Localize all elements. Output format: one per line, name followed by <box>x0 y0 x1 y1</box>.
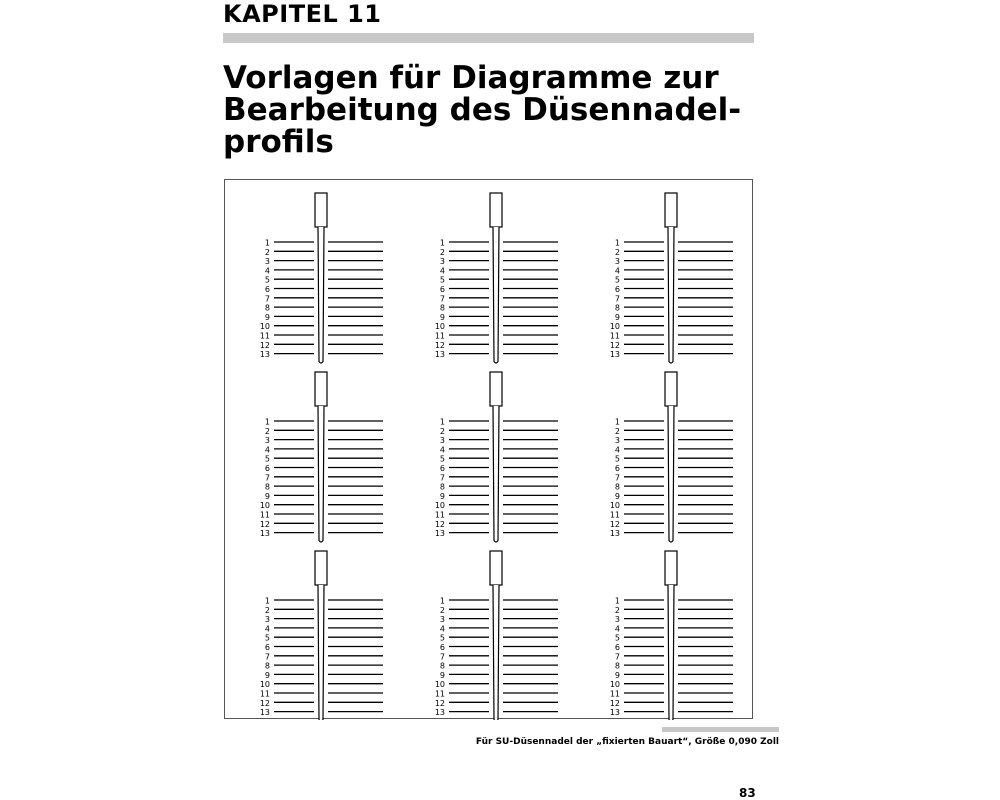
needle-template-7 <box>260 551 383 720</box>
line-label: 13 <box>609 708 620 718</box>
line-label: 4 <box>614 624 620 634</box>
needle-shaft <box>668 227 674 363</box>
line-label: 13 <box>259 529 270 539</box>
needle-head <box>315 193 327 227</box>
needle-shaft <box>318 406 324 542</box>
line-label: 7 <box>614 473 620 483</box>
needle-templates-drawing <box>225 180 754 720</box>
line-label: 2 <box>614 247 620 257</box>
line-label: 12 <box>434 340 445 350</box>
line-label: 12 <box>609 698 620 708</box>
needle-template-3 <box>610 193 733 363</box>
line-label: 5 <box>614 454 620 464</box>
needle-head <box>490 193 502 227</box>
line-label: 8 <box>439 661 445 671</box>
line-label: 10 <box>434 680 445 690</box>
line-label: 6 <box>264 285 270 294</box>
line-label: 7 <box>264 473 270 483</box>
line-label: 11 <box>259 331 270 341</box>
page-number: 83 <box>739 786 756 800</box>
line-label: 1 <box>264 238 270 248</box>
line-label: 3 <box>614 257 620 267</box>
line-label: 3 <box>439 257 445 267</box>
line-label: 8 <box>614 482 620 492</box>
line-label: 3 <box>264 257 270 267</box>
needle-shaft <box>493 585 499 720</box>
line-label: 10 <box>434 501 445 511</box>
line-label: 12 <box>609 519 620 529</box>
page-title <box>223 62 783 158</box>
line-label: 5 <box>439 275 445 285</box>
line-label: 12 <box>259 340 270 350</box>
needle-template-9 <box>610 551 733 720</box>
line-label: 9 <box>614 491 620 501</box>
line-label: 8 <box>614 303 620 313</box>
line-label: 4 <box>439 266 445 276</box>
line-label: 6 <box>439 643 445 652</box>
line-label: 13 <box>434 708 445 718</box>
line-label: 5 <box>264 275 270 285</box>
line-label: 1 <box>439 238 445 248</box>
line-label: 13 <box>434 529 445 539</box>
line-label: 11 <box>609 510 620 520</box>
line-label: 11 <box>609 689 620 699</box>
line-label: 12 <box>434 698 445 708</box>
line-label: 5 <box>614 275 620 285</box>
needle-shaft <box>318 585 324 720</box>
line-label: 4 <box>264 445 270 455</box>
line-label: 8 <box>264 303 270 313</box>
line-label: 8 <box>614 661 620 671</box>
line-label: 2 <box>439 247 445 257</box>
line-label: 10 <box>609 501 620 511</box>
needle-head <box>490 372 502 406</box>
needle-head <box>665 193 677 227</box>
line-label: 7 <box>264 294 270 304</box>
needle-template-5 <box>435 372 558 542</box>
line-label: 10 <box>259 680 270 690</box>
needle-template-figure <box>224 179 753 719</box>
line-label: 1 <box>264 596 270 606</box>
title-line-1: Vorlagen für Diagramme zur <box>223 60 719 96</box>
line-label: 7 <box>614 652 620 662</box>
needle-head <box>315 551 327 585</box>
line-label: 1 <box>439 596 445 606</box>
line-label: 7 <box>439 473 445 483</box>
line-label: 10 <box>259 322 270 332</box>
needle-template-1 <box>260 193 383 363</box>
needle-head <box>490 551 502 585</box>
line-label: 12 <box>259 698 270 708</box>
line-label: 12 <box>609 340 620 350</box>
line-label: 6 <box>614 464 620 473</box>
line-label: 11 <box>259 689 270 699</box>
line-label: 12 <box>434 519 445 529</box>
line-label: 2 <box>614 426 620 436</box>
line-label: 8 <box>439 482 445 492</box>
needle-head <box>665 551 677 585</box>
line-label: 3 <box>439 436 445 446</box>
needle-template-6 <box>610 372 733 542</box>
line-label: 9 <box>614 670 620 680</box>
line-label: 4 <box>614 445 620 455</box>
line-label: 4 <box>439 445 445 455</box>
needle-shaft <box>493 227 499 363</box>
line-label: 2 <box>614 605 620 615</box>
line-label: 6 <box>264 464 270 473</box>
line-label: 13 <box>609 350 620 360</box>
line-label: 1 <box>439 417 445 427</box>
line-label: 2 <box>264 605 270 615</box>
chapter-heading: KAPITEL 11 <box>223 0 382 28</box>
line-label: 12 <box>259 519 270 529</box>
line-label: 10 <box>434 322 445 332</box>
line-label: 7 <box>439 294 445 304</box>
line-label: 2 <box>264 247 270 257</box>
line-label: 6 <box>264 643 270 652</box>
needle-shaft <box>668 406 674 542</box>
needle-head <box>315 372 327 406</box>
line-label: 9 <box>614 312 620 322</box>
line-label: 4 <box>614 266 620 276</box>
needle-shaft <box>318 227 324 363</box>
figure-caption: Für SU-Düsennadel der „fixierten Bauart“, Größe 0,090 Zoll <box>475 737 779 747</box>
line-label: 5 <box>439 633 445 643</box>
chapter-divider <box>223 33 754 43</box>
line-label: 11 <box>434 331 445 341</box>
title-line-3: profils <box>223 124 334 160</box>
line-label: 11 <box>434 510 445 520</box>
needle-shaft <box>493 406 499 542</box>
line-label: 9 <box>439 491 445 501</box>
line-label: 7 <box>439 652 445 662</box>
line-label: 13 <box>609 529 620 539</box>
line-label: 5 <box>264 633 270 643</box>
line-label: 7 <box>264 652 270 662</box>
line-label: 1 <box>614 238 620 248</box>
line-label: 11 <box>259 510 270 520</box>
line-label: 3 <box>439 615 445 625</box>
line-label: 13 <box>259 350 270 360</box>
line-label: 4 <box>264 266 270 276</box>
caption-divider <box>662 727 779 732</box>
line-label: 11 <box>434 689 445 699</box>
line-label: 8 <box>264 661 270 671</box>
line-label: 11 <box>609 331 620 341</box>
line-label: 2 <box>439 605 445 615</box>
line-label: 9 <box>439 670 445 680</box>
line-label: 3 <box>264 615 270 625</box>
line-label: 9 <box>264 312 270 322</box>
line-label: 4 <box>264 624 270 634</box>
line-label: 5 <box>439 454 445 464</box>
line-label: 9 <box>264 491 270 501</box>
line-label: 4 <box>439 624 445 634</box>
line-label: 8 <box>439 303 445 313</box>
needle-template-8 <box>435 551 558 720</box>
line-label: 13 <box>434 350 445 360</box>
line-label: 7 <box>614 294 620 304</box>
line-label: 10 <box>609 322 620 332</box>
line-label: 6 <box>614 643 620 652</box>
line-label: 10 <box>259 501 270 511</box>
needle-shaft <box>668 585 674 720</box>
line-label: 2 <box>439 426 445 436</box>
line-label: 5 <box>264 454 270 464</box>
line-label: 3 <box>264 436 270 446</box>
line-label: 3 <box>614 436 620 446</box>
line-label: 6 <box>439 285 445 294</box>
line-label: 6 <box>439 464 445 473</box>
line-label: 9 <box>264 670 270 680</box>
line-label: 1 <box>614 417 620 427</box>
line-label: 6 <box>614 285 620 294</box>
line-label: 3 <box>614 615 620 625</box>
line-label: 1 <box>264 417 270 427</box>
line-label: 2 <box>264 426 270 436</box>
line-label: 13 <box>259 708 270 718</box>
line-label: 10 <box>609 680 620 690</box>
line-label: 9 <box>439 312 445 322</box>
needle-head <box>665 372 677 406</box>
title-line-2: Bearbeitung des Düsennadel- <box>223 92 742 128</box>
line-label: 5 <box>614 633 620 643</box>
needle-template-2 <box>435 193 558 363</box>
line-label: 8 <box>264 482 270 492</box>
line-label: 1 <box>614 596 620 606</box>
needle-template-4 <box>260 372 383 542</box>
